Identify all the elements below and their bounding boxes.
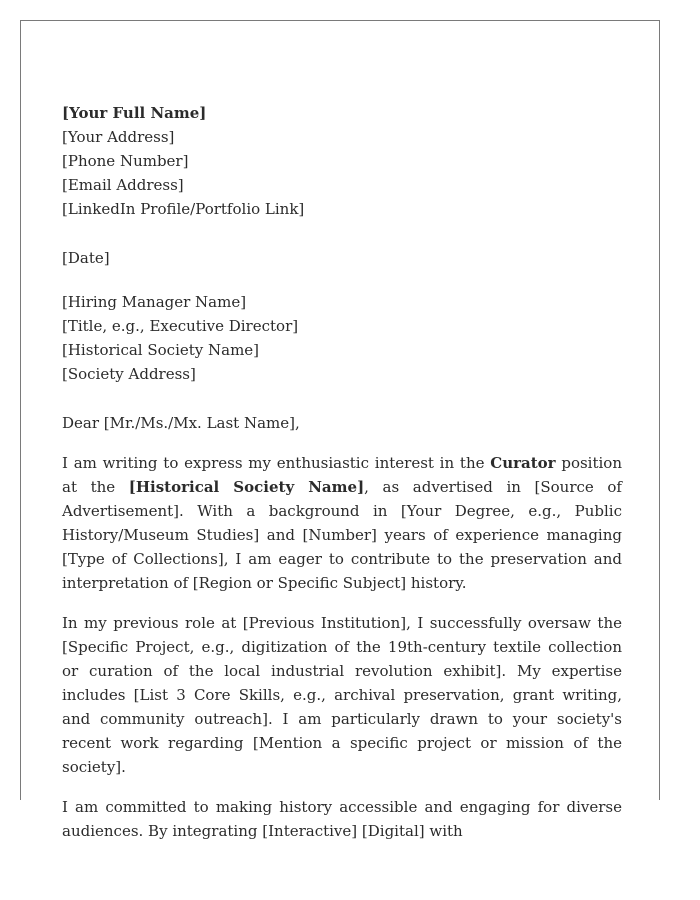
sender-linkedin: [LinkedIn Profile/Portfolio Link] (62, 200, 305, 218)
para1-text-2: position at the (62, 454, 622, 496)
recipient-society: [Historical Society Name] (62, 341, 260, 359)
para1-text-1: I am writing to express my enthusiastic interest in the (62, 454, 491, 472)
para1-position: Curator (490, 454, 556, 472)
recipient-title: [Title, e.g., Executive Director] (62, 317, 299, 335)
recipient-manager: [Hiring Manager Name] (62, 293, 247, 311)
sender-phone: [Phone Number] (62, 152, 189, 170)
salutation-text: Dear [Mr./Ms./Mx. Last Name], (62, 414, 300, 432)
sender-name: [Your Full Name] (62, 104, 207, 122)
sender-block (62, 101, 622, 221)
sender-email: [Email Address] (62, 176, 184, 194)
sender-address: [Your Address] (62, 128, 175, 146)
date-block (62, 246, 622, 270)
para1-text-3: , as advertised in [Source of Advertisement]. With a background in [Your Degree, e.g., Public History/Museum Studies] and [Number] years of experience managing [Type of Collections], I am eager to contribute to the preservation and interpretation of [Region or Specific Subject] history. (62, 478, 622, 592)
recipient-block (62, 290, 622, 386)
letter-page (20, 20, 660, 840)
recipient-address: [Society Address] (62, 365, 196, 383)
paragraph-experience: In my previous role at [Previous Institution], I successfully oversaw the [Specific Project, e.g., digitization of the 19th-century textile collection or curation of the local industrial revolution exhibit]. My expertise includes [List 3 Core Skills, e.g., archival preservation, grant writing, and community outreach]. I am particularly drawn to your society's recent work regarding [Mention a specific project or mission of the society]. (62, 614, 622, 776)
paragraph-commitment: I am committed to making history accessible and engaging for diverse audiences. By integrating [Interactive] [Digital] with (62, 798, 622, 840)
letter-content (62, 101, 622, 843)
para1-society: [Historical Society Name] (128, 478, 365, 496)
letter-date: [Date] (62, 249, 110, 267)
salutation (62, 411, 622, 435)
paragraph-intro (62, 451, 622, 595)
